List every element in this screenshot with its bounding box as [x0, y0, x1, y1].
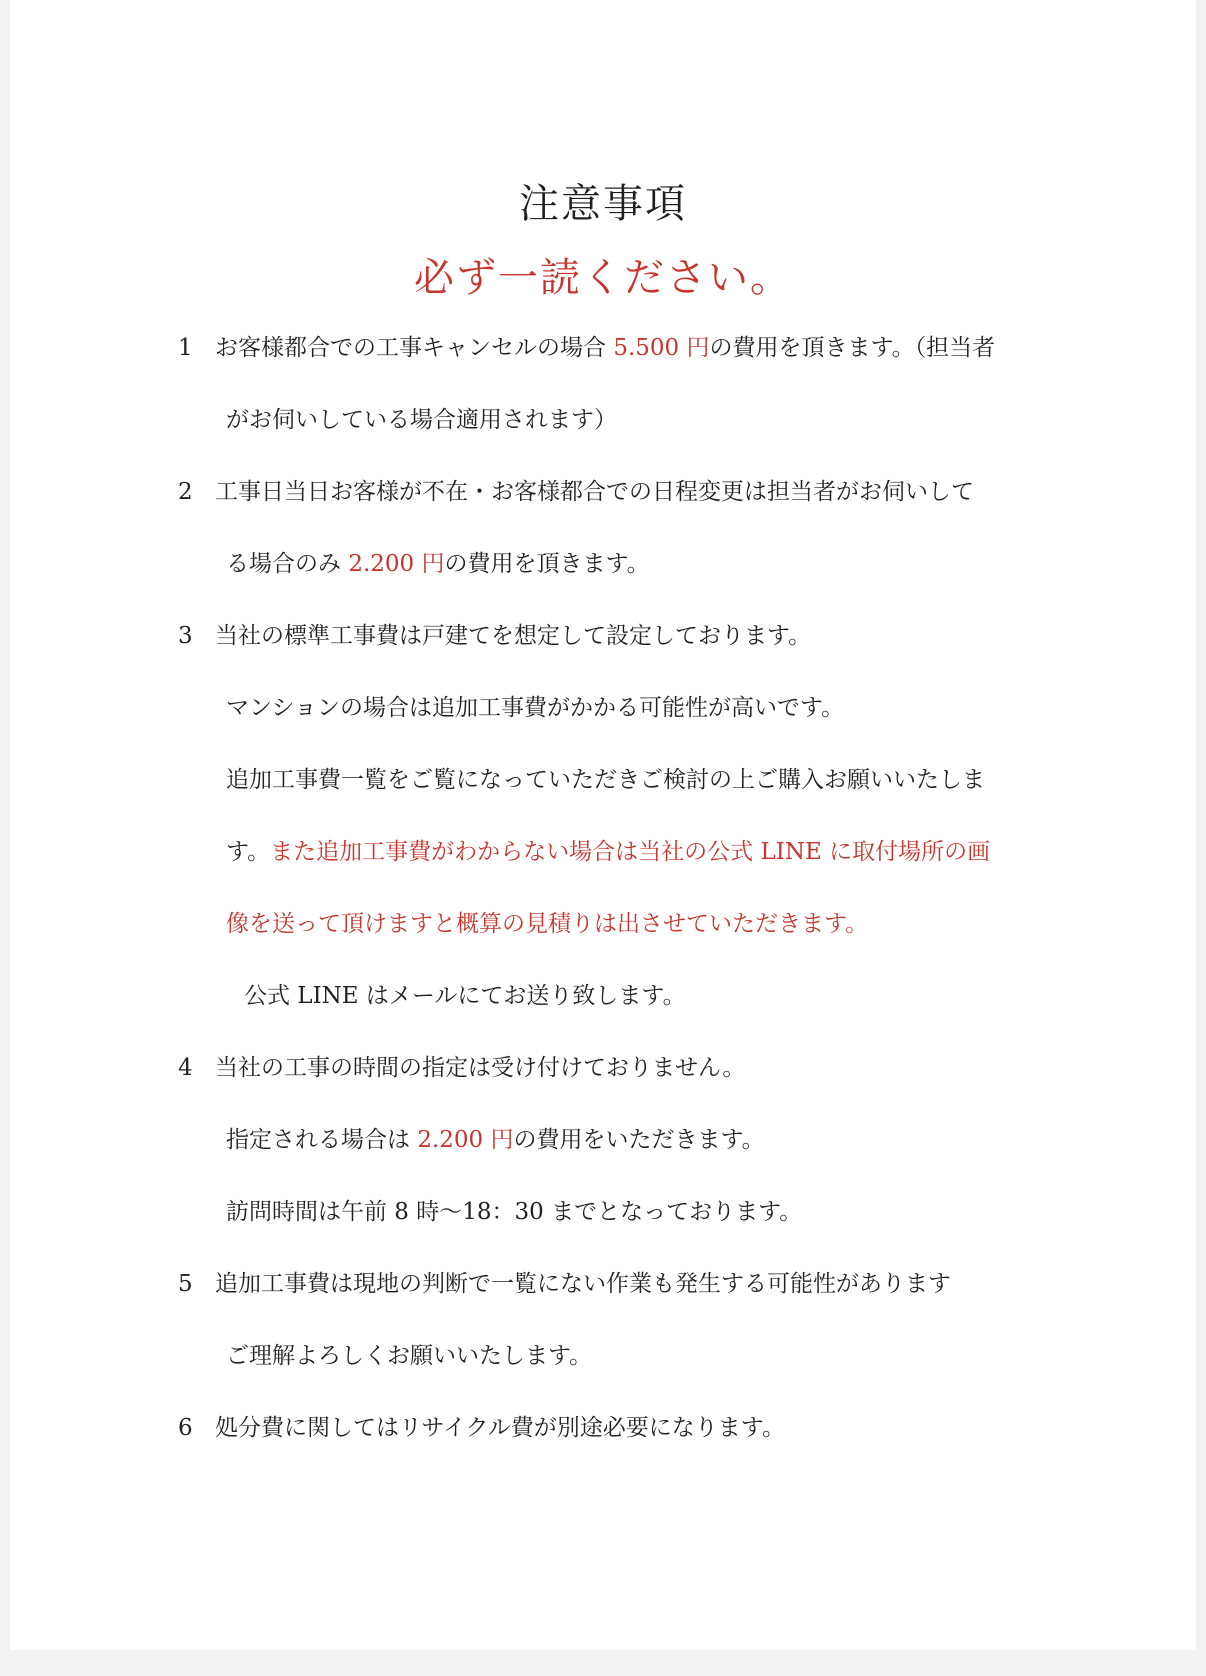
item-3-line-5	[226, 906, 868, 942]
line-notice-highlight: 像を送って頂けますと概算の見積りは出させていただきます。	[226, 911, 869, 937]
item-1-line-2	[226, 402, 617, 438]
item-text: す。	[226, 839, 271, 865]
item-1-line-1	[215, 330, 995, 366]
item-number-5: 5	[178, 1271, 193, 1297]
item-text: 指定される場合は	[226, 1127, 418, 1153]
item-4-line-2	[226, 1122, 765, 1158]
item-4-line-3	[226, 1194, 802, 1230]
item-number-1: 1	[178, 335, 193, 361]
item-text: 当社の工事の時間の指定は受け付けておりません。	[215, 1055, 746, 1081]
item-3-line-4	[226, 834, 990, 870]
document-page	[10, 0, 1196, 1650]
item-number-3: 3	[178, 623, 193, 649]
item-text: の費用を頂きます。	[444, 551, 650, 577]
item-5-line-1	[215, 1266, 951, 1302]
item-2-line-2	[226, 546, 650, 582]
page-title: 注意事項	[519, 181, 687, 227]
item-text: 当社の標準工事費は戸建てを想定して設定しております。	[215, 623, 812, 649]
item-text: 追加工事費は現地の判断で一覧にない作業も発生する可能性があります	[215, 1271, 951, 1297]
item-text: る場合のみ	[226, 551, 349, 577]
item-3-line-6	[244, 978, 686, 1014]
item-text: 処分費に関してはリサイクル費が別途必要になります。	[215, 1415, 785, 1441]
price-highlight: 2.200 円	[348, 551, 445, 577]
item-5-line-2	[226, 1338, 592, 1374]
page-subtitle: 必ず一読ください。	[414, 255, 792, 301]
item-text: 追加工事費一覧をご覧になっていただきご検討の上ご購入お願いいたしま	[226, 767, 985, 793]
item-2-line-1	[215, 474, 974, 510]
item-text: の費用をいただきます。	[513, 1127, 765, 1153]
item-6-line-1	[215, 1410, 785, 1446]
item-text: がお伺いしている場合適用されます）	[226, 407, 617, 433]
price-highlight: 5.500 円	[613, 335, 710, 361]
item-4-line-1	[215, 1050, 745, 1086]
item-text: マンションの場合は追加工事費がかかる可能性が高いです。	[226, 695, 845, 721]
item-text: お客様都合での工事キャンセルの場合	[215, 335, 614, 361]
item-text: 工事日当日お客様が不在・お客様都合での日程変更は担当者がお伺いして	[215, 479, 974, 505]
item-3-line-1	[215, 618, 811, 654]
item-3-line-3	[226, 762, 985, 798]
item-text: 訪問時間は午前 8 時～18：30 までとなっております。	[226, 1199, 803, 1225]
item-3-line-2	[226, 690, 844, 726]
line-notice-highlight: また追加工事費がわからない場合は当社の公式 LINE に取付場所の画	[270, 839, 991, 865]
item-number-2: 2	[178, 479, 193, 505]
price-highlight: 2.200 円	[417, 1127, 514, 1153]
item-text: の費用を頂きます。（担当者	[709, 335, 996, 361]
item-text: ご理解よろしくお願いいたします。	[226, 1343, 593, 1369]
item-text: 公式 LINE はメールにてお送り致します。	[244, 983, 686, 1009]
item-number-4: 4	[178, 1055, 193, 1081]
item-number-6: 6	[178, 1415, 193, 1441]
